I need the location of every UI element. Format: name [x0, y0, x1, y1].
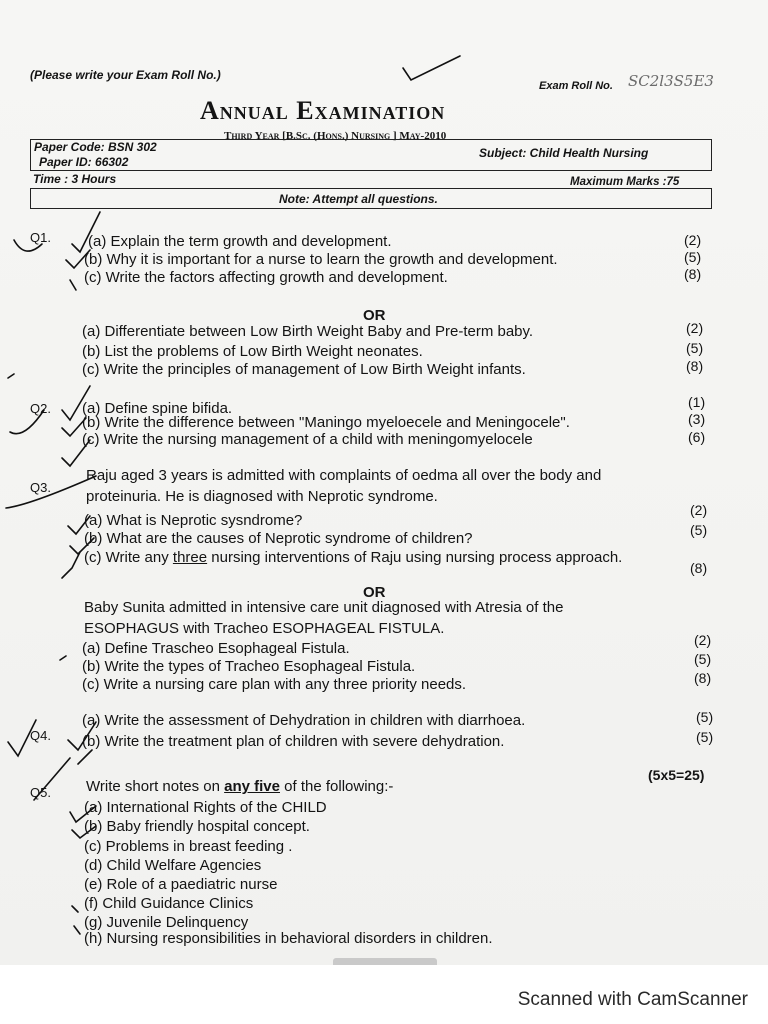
- q3alt-b-marks: (5): [694, 651, 712, 667]
- check-mark-q3-c: [62, 552, 80, 578]
- check-mark-q4-label: [8, 720, 36, 756]
- check-mark-q2-label: [10, 410, 44, 434]
- check-mark-q1-c: [70, 280, 76, 290]
- check-mark-q5-f: [72, 906, 78, 912]
- q3-a-marks: (2): [690, 502, 708, 518]
- check-mark-q4-b: [78, 750, 92, 764]
- roll-instruction: (Please write your Exam Roll No.): [30, 68, 221, 82]
- q3alt-a-marks: (2): [694, 632, 712, 648]
- max-marks: Maximum Marks :75: [570, 176, 680, 188]
- subject: Subject: Child Health Nursing: [479, 146, 649, 160]
- q2-a-text: (a) Define spine bifida.: [82, 400, 233, 417]
- check-mark-q3-a: [68, 516, 90, 534]
- q3alt-b-text: (b) Write the types of Tracheo Esophageal Fistula.: [82, 658, 416, 675]
- roll-number-handwritten: SC2l3S5E3: [628, 72, 714, 90]
- q5-item-h: (h) Nursing responsibilities in behavioral disorders in children.: [84, 930, 493, 947]
- q1alt-b-text: (b) List the problems of Low Birth Weight neonates.: [82, 343, 423, 360]
- q3-c-underlined: three: [172, 549, 208, 566]
- q2-c-text: (c) Write the nursing management of a child with meningomyelocele: [82, 431, 533, 448]
- check-mark-q1-label: [14, 240, 42, 251]
- q5-item-g: (g) Juvenile Delinquency: [84, 914, 249, 931]
- q5-item-c: (c) Problems in breast feeding .: [84, 838, 293, 855]
- or-divider-2: OR: [363, 584, 386, 601]
- q3-a-text: (a) What is Neprotic sysndrome?: [84, 512, 303, 529]
- or-divider-1: OR: [363, 307, 386, 324]
- q3-intro-line2: proteinuria. He is diagnosed with Neprotic syndrome.: [86, 488, 438, 505]
- check-mark-q5-b: [72, 826, 96, 838]
- q5-intro: Write short notes on any five of the following:-: [86, 778, 394, 795]
- q3alt-c-text: (c) Write a nursing care plan with any three priority needs.: [82, 676, 467, 693]
- q1alt-a-marks: (2): [686, 320, 704, 336]
- q1alt-c-text: (c) Write the principles of management of Low Birth Weight infants.: [82, 361, 526, 378]
- q1alt-a-text: (a) Differentiate between Low Birth Weight Baby and Pre-term baby.: [82, 323, 534, 340]
- check-mark-q4-a: [68, 722, 96, 750]
- q1alt-c-marks: (8): [686, 358, 704, 374]
- q3-b-text: (b) What are the causes of Neprotic syndrome of children?: [84, 530, 473, 547]
- q3-b-marks: (5): [690, 522, 708, 538]
- q4-b-text: (b) Write the treatment plan of children with severe dehydration.: [82, 733, 505, 750]
- q5-item-a: (a) International Rights of the CHILD: [84, 799, 327, 816]
- check-mark-q2-a: [62, 386, 90, 420]
- q4-a-marks: (5): [696, 709, 714, 725]
- q3alt-intro-line2: ESOPHAGUS with Tracheo ESOPHAGEAL FISTULA.: [84, 620, 445, 637]
- exam-title: Annual Examination: [200, 96, 446, 125]
- q1-b-text: (b) Why it is important for a nurse to learn the growth and development.: [84, 251, 558, 268]
- q3-label: Q3.: [30, 480, 51, 495]
- q1-label: Q1.: [30, 230, 51, 245]
- check-mark-q5-g: [74, 926, 80, 934]
- q4-b-marks: (5): [696, 729, 714, 745]
- q4-label: Q4.: [30, 728, 51, 743]
- scanner-watermark: Scanned with CamScanner: [517, 989, 748, 1010]
- q5-item-b: (b) Baby friendly hospital concept.: [84, 818, 310, 835]
- q2-a-marks: (1): [688, 394, 706, 410]
- check-mark-q2-b: [62, 418, 86, 436]
- roll-label: Exam Roll No.: [539, 80, 613, 92]
- check-mark-top: [403, 56, 460, 80]
- q1alt-b-marks: (5): [686, 340, 704, 356]
- check-mark-q1-a: [72, 212, 100, 252]
- q3-intro-line1: Raju aged 3 years is admitted with complaints of oedma all over the body and: [86, 467, 602, 484]
- check-mark-q5-a: [70, 806, 96, 822]
- paper-id: Paper ID: 66302: [39, 155, 129, 169]
- check-mark-q1-b: [66, 250, 90, 268]
- q1-a-text: (a) Explain the term growth and development.: [88, 233, 392, 250]
- q5-label: Q5.: [30, 785, 51, 800]
- q3alt-a-text: (a) Define Trascheo Esophageal Fistula.: [82, 640, 350, 657]
- q3-c-marks: (8): [690, 560, 708, 576]
- q2-c-marks: (6): [688, 429, 706, 445]
- stray-mark-left-1: [8, 374, 14, 378]
- check-mark-q2-c: [62, 440, 90, 466]
- q1-c-marks: (8): [684, 266, 702, 282]
- stray-mark-left-2: [60, 656, 66, 660]
- note-text: Note: Attempt all questions.: [279, 192, 438, 206]
- q5-item-d: (d) Child Welfare Agencies: [84, 857, 262, 874]
- q2-b-marks: (3): [688, 411, 706, 427]
- q4-a-text: (a) Write the assessment of Dehydration in children with diarrhoea.: [82, 712, 526, 729]
- q2-label: Q2.: [30, 401, 51, 416]
- q1-a-marks: (2): [684, 232, 702, 248]
- q5-marks: (5x5=25): [648, 767, 705, 783]
- paper-code: Paper Code: BSN 302: [34, 140, 157, 154]
- q1-c-text: (c) Write the factors affecting growth and development.: [84, 269, 448, 286]
- q3alt-intro-line1: Baby Sunita admitted in intensive care unit diagnosed with Atresia of the: [84, 599, 564, 616]
- q2-b-text: (b) Write the difference between "Maningo myeloecele and Meningocele".: [82, 414, 570, 431]
- q5-item-f: (f) Child Guidance Clinics: [84, 895, 254, 912]
- q1-b-marks: (5): [684, 249, 702, 265]
- check-mark-q3-label: [6, 476, 96, 508]
- exam-subtitle: Third Year [B.Sc. (Hons.) Nursing ] May-2010: [224, 130, 447, 142]
- check-mark-q5-label: [34, 758, 70, 800]
- q5-item-e: (e) Role of a paediatric nurse: [84, 876, 278, 893]
- q5-intro-underlined: any five: [224, 778, 280, 795]
- q3alt-c-marks: (8): [694, 670, 712, 686]
- footer: [0, 965, 768, 1024]
- check-mark-q3-b: [70, 538, 94, 554]
- exam-time: Time : 3 Hours: [33, 172, 117, 186]
- q3-c-text: (c) Write any three nursing interventions of Raju using nursing process approach.: [84, 549, 623, 566]
